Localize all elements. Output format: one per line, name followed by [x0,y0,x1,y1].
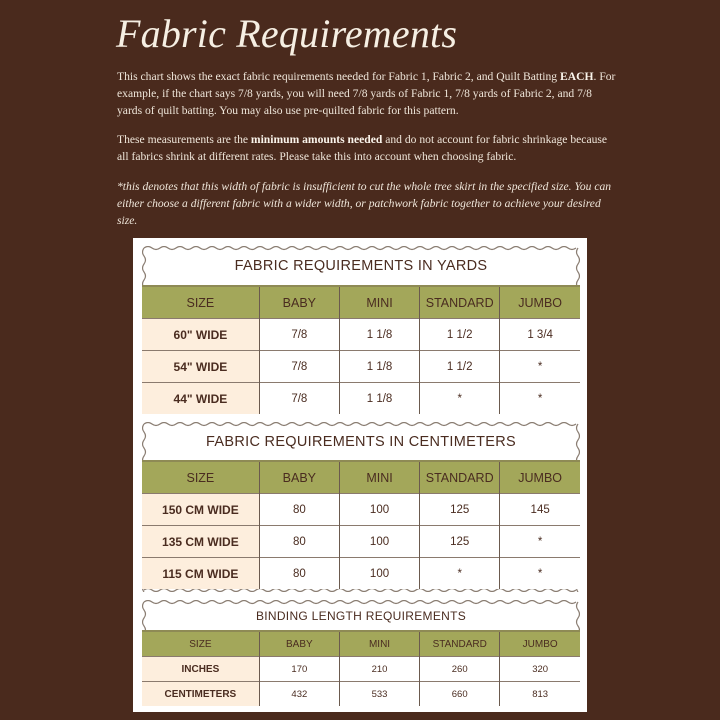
shrinkage-emphasis: minimum amounts needed [250,133,383,146]
table-row [142,682,580,707]
intro-emphasis: EACH [560,70,594,83]
table-cell: 660 [420,682,500,707]
table-cell: 533 [339,682,419,707]
table-cell: 1 1/8 [339,351,419,383]
table-cell: * [500,351,580,383]
column-header: STANDARD [420,631,500,657]
column-header: BABY [259,286,339,319]
centimeters-table-box [141,421,581,593]
row-label: INCHES [142,657,259,682]
column-header: SIZE [142,461,259,494]
shrinkage-paragraph [117,131,617,165]
intro-text: This chart shows the exact fabric requirements needed for Fabric 1, Fabric 2, and Quilt Batting [117,70,561,83]
table-row [142,657,580,682]
column-header: STANDARD [420,286,500,319]
yards-table-box [141,245,581,413]
row-label: 60" WIDE [142,319,259,351]
table-cell: 145 [500,494,580,526]
row-label: CENTIMETERS [142,682,259,707]
table-cell: 260 [420,657,500,682]
table-cell: 7/8 [259,351,339,383]
table-cell: 125 [420,526,500,558]
table-cell: 170 [259,657,339,682]
column-header: MINI [339,286,419,319]
page-title: Fabric Requirements [116,11,458,56]
table-cell: 80 [259,494,339,526]
row-label: 115 CM WIDE [142,558,259,590]
table-row [142,319,580,351]
table-row [142,383,580,415]
column-header: BABY [259,461,339,494]
table-row [142,351,580,383]
table-cell: 80 [259,558,339,590]
table-cell: 813 [500,682,580,707]
table-cell: 125 [420,494,500,526]
binding-table [142,630,580,706]
table-cell: 1 1/2 [420,319,500,351]
row-label: 135 CM WIDE [142,526,259,558]
centimeters-table-title: FABRIC REQUIREMENTS IN CENTIMETERS [206,434,516,450]
requirements-panel [133,238,587,712]
intro-paragraph [117,68,617,119]
table-row [142,494,580,526]
column-header: JUMBO [500,461,580,494]
row-label: 150 CM WIDE [142,494,259,526]
table-cell: 210 [339,657,419,682]
table-cell: * [420,383,500,415]
table-header-row [142,631,580,657]
table-cell: 7/8 [259,383,339,415]
column-header: BABY [259,631,339,657]
column-header: SIZE [142,631,259,657]
centimeters-table [142,460,580,589]
yards-table [142,285,580,414]
row-label: 44" WIDE [142,383,259,415]
table-row [142,526,580,558]
asterisk-note: *this denotes that this width of fabric is insufficient to cut the whole tree skirt in the specified size. You can either choose a different fabric with a wider width, or patchwork fabric together to achieve your desired size. [117,180,612,227]
column-header: MINI [339,631,419,657]
column-header: STANDARD [420,461,500,494]
column-header: SIZE [142,286,259,319]
table-cell: 1 1/8 [339,383,419,415]
table-cell: 1 3/4 [500,319,580,351]
binding-table-title: BINDING LENGTH REQUIREMENTS [255,609,467,623]
table-cell: * [420,558,500,590]
column-header: JUMBO [500,286,580,319]
table-header-row [142,286,580,319]
table-cell: * [500,383,580,415]
row-label: 54" WIDE [142,351,259,383]
table-header-row [142,461,580,494]
intro-text-continued: . For example, if the chart says 7/8 yards, you will need 7/8 yards of Fabric 1, 7/8 yards of Fabric 2, and 7/8 yards of quilt batting. You may also use pre-quilted fabric for this pattern. [117,70,616,117]
column-header: JUMBO [500,631,580,657]
table-cell: 100 [339,494,419,526]
table-cell: 432 [259,682,339,707]
shrinkage-text-continued: and do not account for fabric shrinkage because all fabrics shrink at different rates. Please take this into account when choosing fabric. [117,133,608,163]
shrinkage-text: These measurements are the [117,133,251,146]
table-cell: 320 [500,657,580,682]
table-cell: 100 [339,558,419,590]
table-cell: 1 1/2 [420,351,500,383]
table-cell: * [500,526,580,558]
table-row [142,558,580,590]
table-cell: 100 [339,526,419,558]
yards-table-title: FABRIC REQUIREMENTS IN YARDS [234,258,488,274]
table-cell: * [500,558,580,590]
binding-table-box [141,599,581,706]
table-cell: 1 1/8 [339,319,419,351]
table-cell: 80 [259,526,339,558]
table-cell: 7/8 [259,319,339,351]
column-header: MINI [339,461,419,494]
